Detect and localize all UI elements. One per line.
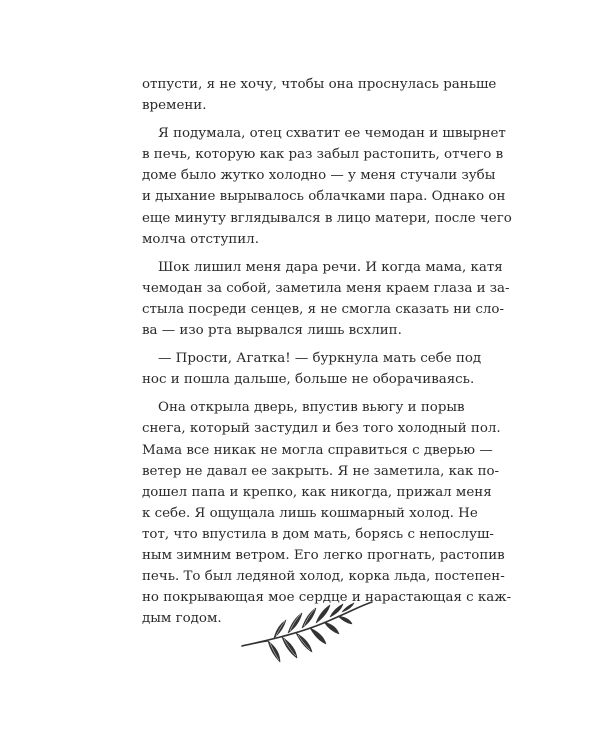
text-line: снега, который застудил и без того холодный пол.	[142, 421, 501, 437]
paragraph-4	[142, 348, 482, 390]
text-line: нос и пошла дальше, больше не оборачиваясь.	[142, 372, 475, 388]
text-line: и дыхание вырывалось облачками пара. Однако он	[142, 189, 506, 205]
text-line: Шок лишил меня дара речи. И когда мама, катя	[158, 259, 503, 275]
text-line: доме было жутко холодно — у меня стучали зубы	[142, 168, 496, 184]
text-line: еще минуту вглядывался в лицо матери, после чего	[142, 210, 512, 226]
text-line: печь. То был ледяной холод, корка льда, постепен-	[142, 569, 505, 585]
text-line: дым годом.	[142, 611, 222, 627]
sprig-ornament-icon	[238, 600, 378, 680]
text-line: чемодан за собой, заметила меня краем глаза и за-	[142, 280, 510, 296]
text-line: ва — изо рта вырвался лишь всхлип.	[142, 323, 402, 339]
text-line: тот, что впустила в дом мать, борясь с непослуш-	[142, 526, 494, 542]
text-line: Я подумала, отец схватит ее чемодан и швырнет	[158, 126, 506, 142]
page-text	[142, 74, 512, 629]
text-line: времени.	[142, 98, 207, 114]
paragraph-1	[142, 74, 497, 116]
text-line: молча отступил.	[142, 231, 259, 247]
text-line: стыла посреди сенцев, я не смогла сказать ни сло-	[142, 301, 504, 317]
text-line: Мама все никак не могла справиться с дверью —	[142, 442, 493, 458]
text-line: ным зимним ветром. Его легко прогнать, растопив	[142, 547, 505, 563]
text-line: отпусти, я не хочу, чтобы она проснулась раньше	[142, 77, 497, 92]
text-line: ветер не давал ее закрыть. Я не заметила, как по-	[142, 463, 500, 479]
text-line: но покрывающая мое сердце и нарастающая с каж-	[142, 590, 512, 606]
paragraph-3	[142, 257, 510, 341]
text-line: к себе. Я ощущала лишь кошмарный холод. Не	[142, 505, 478, 521]
paragraph-2	[142, 123, 512, 250]
text-line: Она открыла дверь, впустив вьюгу и порыв	[158, 400, 465, 416]
text-line: в печь, которую как раз забыл растопить, отчего в	[142, 147, 504, 163]
text-line: — Прости, Агатка! — буркнула мать себе под	[158, 351, 482, 367]
paragraph-5	[142, 397, 512, 629]
text-line: дошел папа и крепко, как никогда, прижал меня	[142, 484, 492, 500]
